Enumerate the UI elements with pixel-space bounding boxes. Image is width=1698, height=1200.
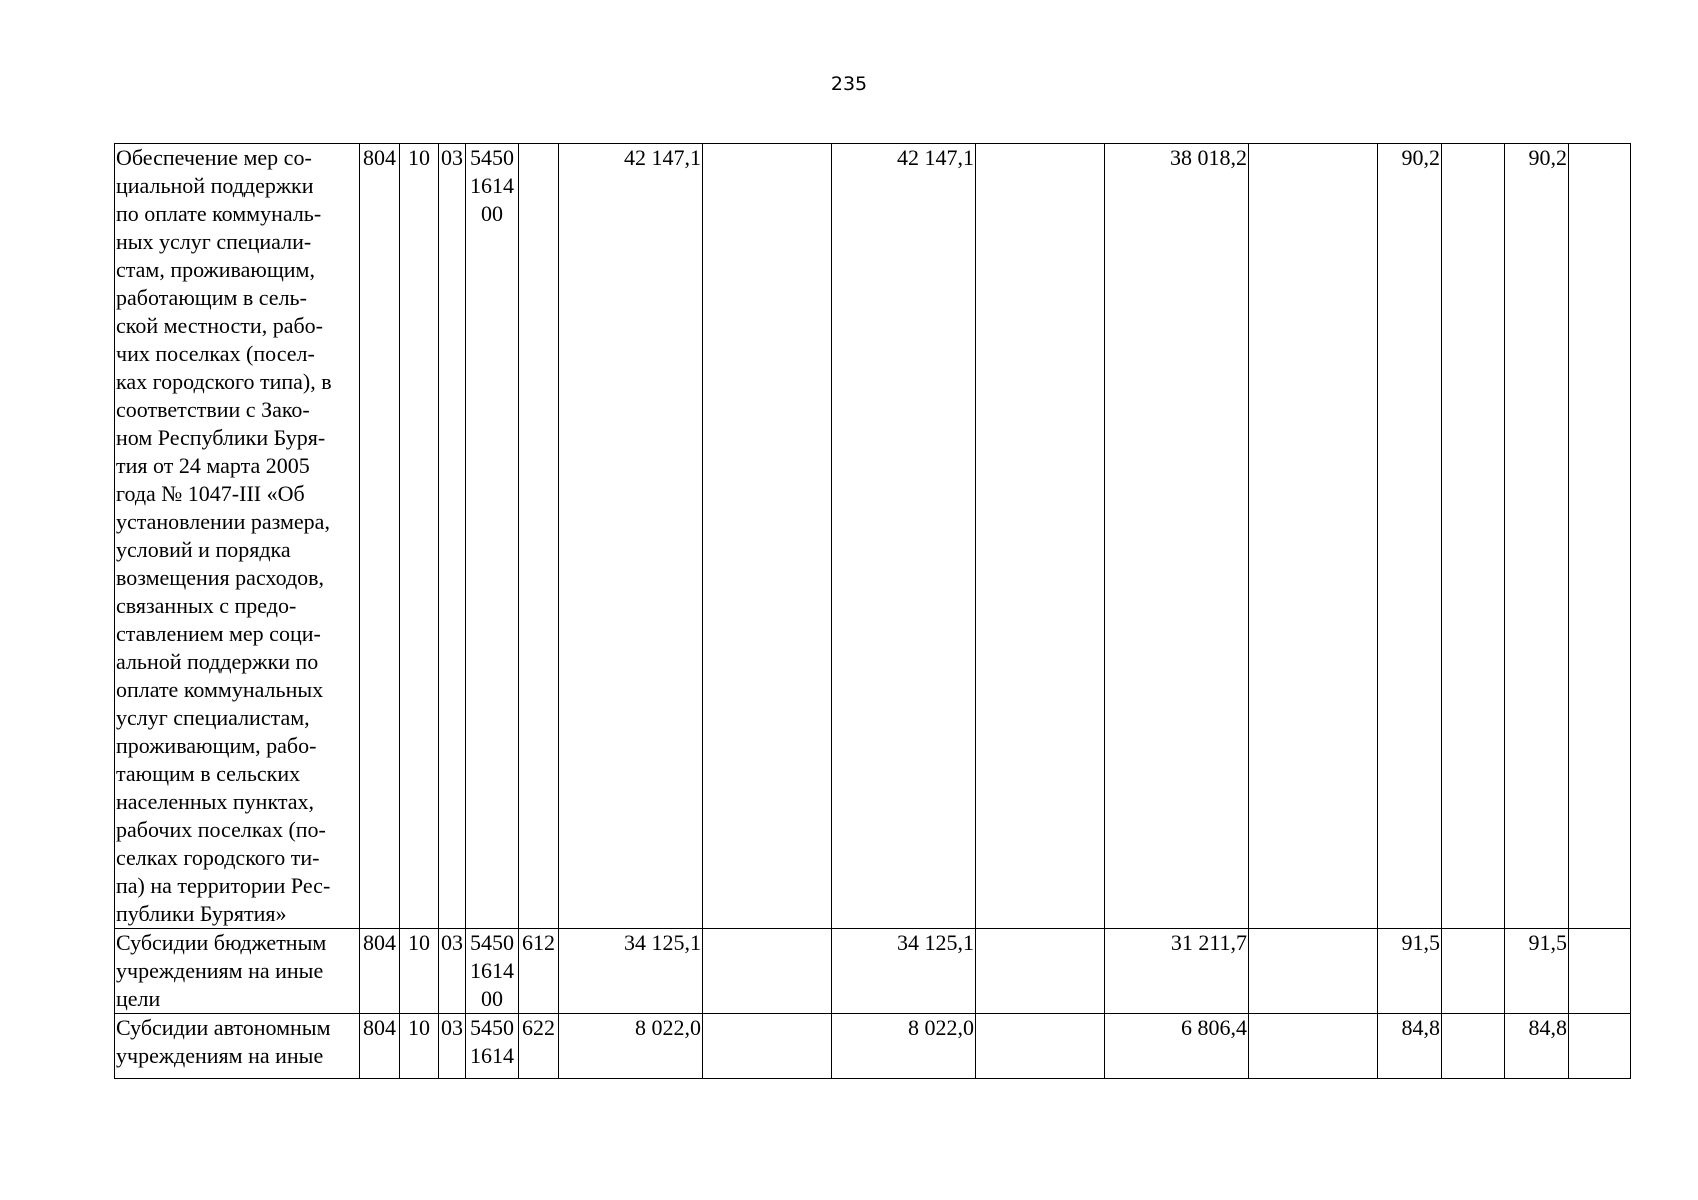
empty-cell — [1569, 1014, 1631, 1079]
row-name-cell: Субсидии бюджетным учреждениям на иные цели — [115, 929, 360, 1014]
empty-cell — [1249, 1014, 1378, 1079]
row-name-cell: Субсидии автономным учреждениям на иные — [115, 1014, 360, 1079]
pct1-cell: 90,2 — [1378, 144, 1442, 929]
page-number: 235 — [830, 73, 868, 95]
vr-cell — [519, 144, 559, 929]
empty-cell — [703, 929, 832, 1014]
row-name-cell: Обеспечение мер со- циальной поддержки по оплате коммуналь- ных услуг специали- стам, проживающим, работающим в сель- ской местности, рабо- чих поселках (посел- ках городского типа), в соответствии с Зако- ном Республики Буря- тия от 24 марта 2005 года № 1047-III «Об установлении размера, условий и порядка возмещения расходов, связанных с предо- ставлением мер соци- альной поддержки по оплате коммунальных услуг специалистам, проживающим, рабо- тающим в сельских населенных пунктах, рабочих поселках (по- селках городского ти- па) на территории Рес- публики Бурятия» — [115, 144, 360, 929]
plan2-cell: 42 147,1 — [832, 144, 976, 929]
plan2-cell: 8 022,0 — [832, 1014, 976, 1079]
razdel-cell: 10 — [400, 1014, 439, 1079]
empty-cell — [1249, 144, 1378, 929]
table-row — [115, 144, 1631, 929]
empty-cell — [976, 1014, 1105, 1079]
csr-cell: 5450 1614 00 — [466, 929, 519, 1014]
fact-cell: 6 806,4 — [1105, 1014, 1249, 1079]
csr-cell: 5450 1614 — [466, 1014, 519, 1079]
table-row — [115, 1014, 1631, 1079]
ved-cell: 804 — [360, 144, 400, 929]
ved-cell: 804 — [360, 929, 400, 1014]
empty-cell — [1442, 1014, 1505, 1079]
empty-cell — [703, 1014, 832, 1079]
plan1-cell: 34 125,1 — [559, 929, 703, 1014]
pct1-cell: 91,5 — [1378, 929, 1442, 1014]
ved-cell: 804 — [360, 1014, 400, 1079]
plan1-cell: 42 147,1 — [559, 144, 703, 929]
table-row — [115, 929, 1631, 1014]
vr-cell: 612 — [519, 929, 559, 1014]
razdel-cell: 10 — [400, 144, 439, 929]
podrazdel-cell: 03 — [439, 929, 466, 1014]
empty-cell — [976, 144, 1105, 929]
pct2-cell: 90,2 — [1505, 144, 1569, 929]
podrazdel-cell: 03 — [439, 144, 466, 929]
empty-cell — [1442, 929, 1505, 1014]
empty-cell — [1442, 144, 1505, 929]
empty-cell — [1249, 929, 1378, 1014]
csr-cell: 5450 1614 00 — [466, 144, 519, 929]
empty-cell — [1569, 144, 1631, 929]
pct2-cell: 84,8 — [1505, 1014, 1569, 1079]
budget-table — [114, 143, 1631, 1079]
empty-cell — [976, 929, 1105, 1014]
plan1-cell: 8 022,0 — [559, 1014, 703, 1079]
podrazdel-cell: 03 — [439, 1014, 466, 1079]
pct2-cell: 91,5 — [1505, 929, 1569, 1014]
vr-cell: 622 — [519, 1014, 559, 1079]
fact-cell: 31 211,7 — [1105, 929, 1249, 1014]
empty-cell — [703, 144, 832, 929]
fact-cell: 38 018,2 — [1105, 144, 1249, 929]
pct1-cell: 84,8 — [1378, 1014, 1442, 1079]
empty-cell — [1569, 929, 1631, 1014]
plan2-cell: 34 125,1 — [832, 929, 976, 1014]
razdel-cell: 10 — [400, 929, 439, 1014]
